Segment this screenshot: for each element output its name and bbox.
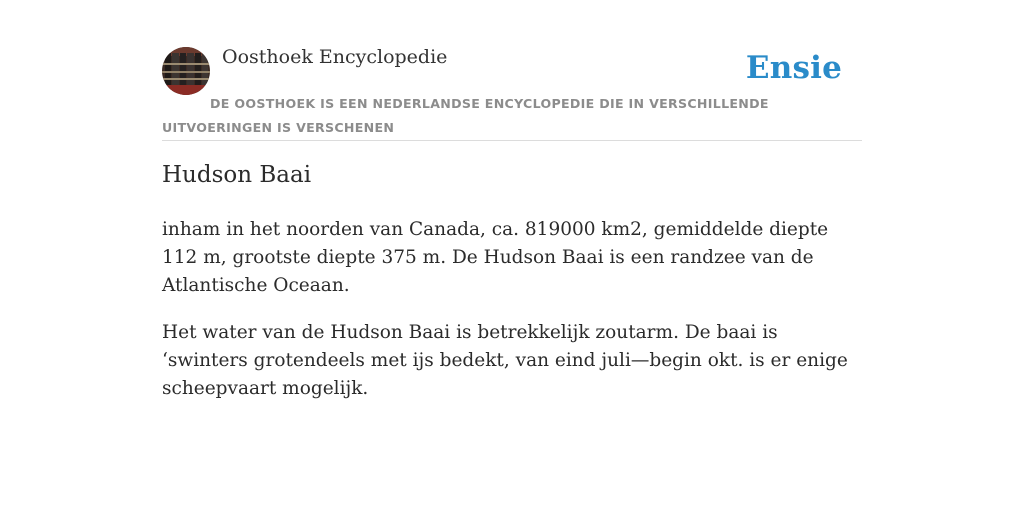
article-body xyxy=(162,216,852,422)
source-avatar[interactable] xyxy=(162,47,210,95)
source-tagline: DE OOSTHOEK IS EEN NEDERLANDSE ENCYCLOPEDIE DIE IN VERSCHILLENDE UITVOERINGEN IS VERSCHENEN xyxy=(162,96,769,135)
header xyxy=(162,46,862,141)
ensie-logo[interactable]: Ensie xyxy=(745,50,842,86)
book-spines-icon xyxy=(162,47,210,95)
source-title[interactable]: Oosthoek Encyclopedie xyxy=(222,46,448,68)
article-paragraph: inham in het noorden van Canada, ca. 819000 km2, gemiddelde diepte 112 m, grootste diepte 375 m. De Hudson Baai is een randzee van de Atlantische Oceaan. xyxy=(162,219,829,296)
article-title: Hudson Baai xyxy=(162,162,312,188)
article-paragraph: Het water van de Hudson Baai is betrekkelijk zoutarm. De baai is ‘swinters grotendeels met ijs bedekt, van eind juli—begin okt. is er enige scheepvaart mogelijk. xyxy=(162,322,848,399)
